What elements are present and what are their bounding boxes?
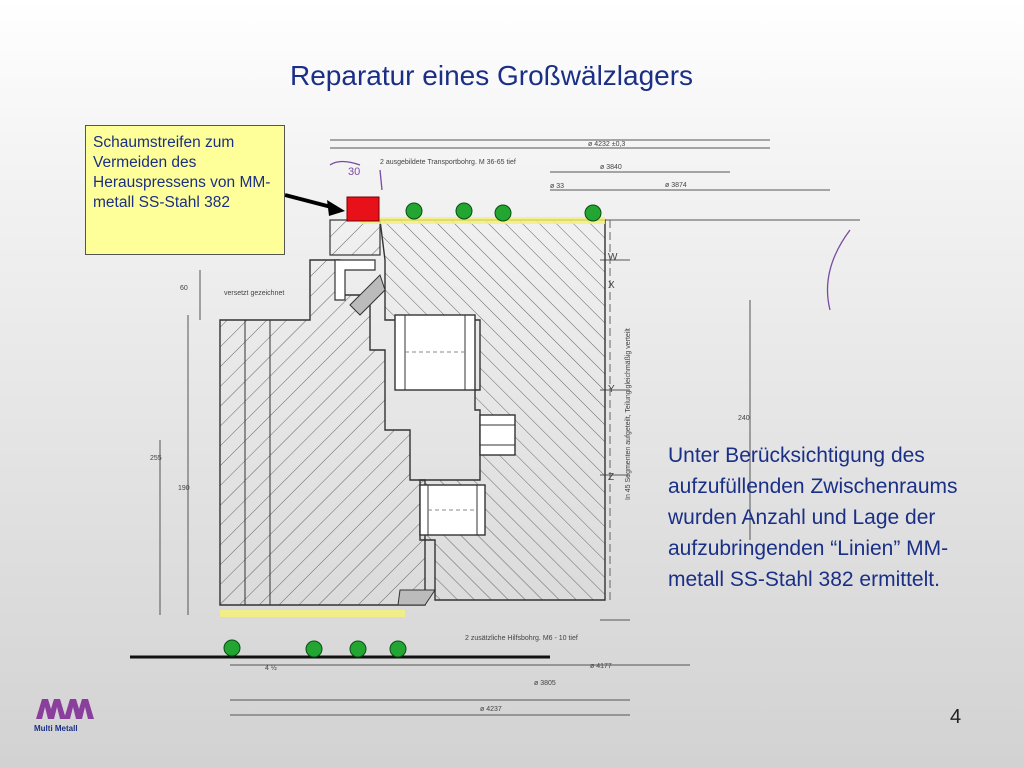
dim-label-transport: 2 ausgebildete Transportbohrg. M 36-65 tief — [380, 159, 516, 166]
marker-dot — [350, 641, 366, 657]
slide-title: Reparatur eines Großwälzlagers — [290, 60, 694, 91]
lower-markers — [224, 640, 406, 657]
marker-dot — [456, 203, 472, 219]
dim-label-versetzt: versetzt gezeichnet — [224, 290, 285, 297]
dim-label-4half: 4 ½ — [265, 665, 277, 672]
dim-label-3874: ø 3874 — [665, 182, 687, 189]
axis-letter-w: W — [608, 252, 618, 263]
middle-roller — [480, 415, 515, 455]
upper-fill-strip — [360, 217, 605, 224]
dim-label-3805: ø 3805 — [534, 680, 556, 687]
dim-label-3840: ø 3840 — [600, 164, 622, 171]
page-number: 4 — [950, 706, 962, 728]
logo-mm-icon — [36, 699, 94, 719]
upper-roller — [395, 315, 475, 390]
lower-fill-strip — [220, 610, 405, 617]
axis-letter-z: Z — [608, 472, 615, 483]
dim-label-hilfsbohrg: 2 zusätzliche Hilfsbohrg. M6 - 10 tief — [465, 635, 578, 642]
marker-dot — [306, 641, 322, 657]
callout-box: Schaumstreifen zum Vermeiden des Herauspressens von MM-metall SS-Stahl 382 — [85, 125, 285, 255]
dim-label-60: 60 — [180, 285, 188, 292]
dim-label-240: 240 — [738, 415, 750, 422]
axis-letter-y: Y — [608, 384, 615, 395]
multi-metall-logo — [30, 695, 100, 735]
dim-label-190: 190 — [178, 485, 190, 492]
marker-dot — [406, 203, 422, 219]
dim-label-4237: ø 4237 — [480, 706, 502, 713]
dim-label-4232: ø 4232 ±0,3 — [588, 141, 626, 148]
marker-dot — [224, 640, 240, 656]
dim-label-4177: ø 4177 — [590, 663, 612, 670]
lower-roller — [420, 485, 485, 535]
logo-text: Multi Metall — [34, 724, 78, 733]
dim-label-segmente: In 45 Segmenten aufgeteilt, Teilung gleichmäßig verteilt — [625, 328, 632, 500]
marker-dot — [390, 641, 406, 657]
callout-arrow — [285, 195, 345, 216]
foam-strip-marker — [347, 197, 379, 221]
dim-label-255: 255 — [150, 455, 162, 462]
body-text: Unter Berücksichtigung des aufzufüllenden Zwischenraums wurden Anzahl und Lage der aufzubringenden “Linien” MM-metall SS-Stahl 382 ermittelt. — [668, 444, 958, 591]
lower-seal — [398, 590, 435, 605]
dim-label-30: 30 — [348, 166, 361, 178]
marker-dot — [585, 205, 601, 221]
axis-letter-x: X — [608, 280, 615, 291]
dim-label-33: ø 33 — [550, 183, 565, 190]
marker-dot — [495, 205, 511, 221]
seal-block — [330, 220, 380, 255]
